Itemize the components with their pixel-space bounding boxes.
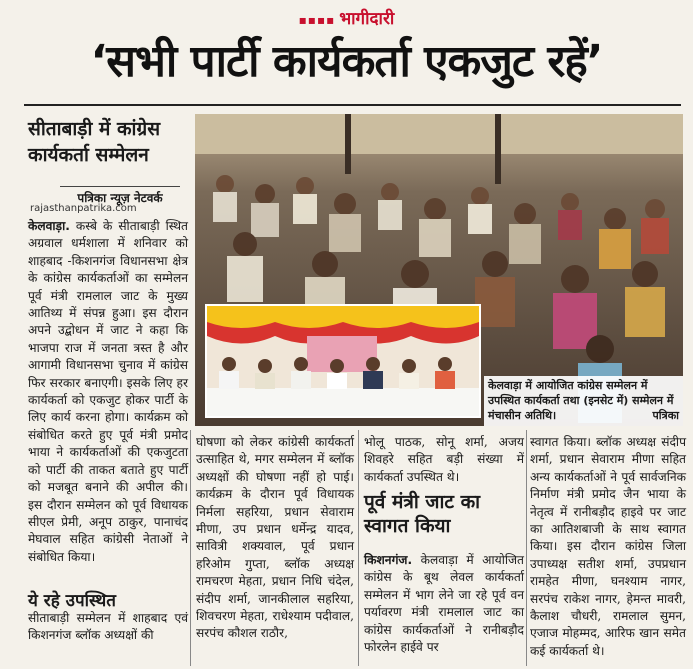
column-divider [526,430,527,666]
column-4: स्वागत किया। ब्लॉक अध्यक्ष संदीप शर्मा, प्रधान सेवाराम मीणा सहित अन्य कार्यकर्ताओं ने पूर्व सार्वजनिक निर्माण मंत्री प्रमोद जैन भाया के नेतृत्व में रानीबड़ौद हाइवे पर जाट का आतिशबाजी के साथ स्वागत किया। इस दौरान कांग्रेस जिला उपाध्यक्ष सतीश शर्मा, उपप्रधान रामहेत मीणा, घनश्याम नागर, सरपंच राकेश नागर, हेमन्त मावरी, कैलाश चौधरी, रामलाल सुमन, एजाज मोहम्मद, आरिफ खान समेत कई कार्यकर्ता थे। [530,435,686,658]
byline: पत्रिका न्यूज़ नेटवर्क [60,186,180,206]
headline: ‘सभी पार्टी कार्यकर्ता एकजुट रहें’ [90,36,603,87]
column-1b: सीताबाड़ी सम्मेलन में शाहबाद एवं किशनगंज ब्लॉक अध्यक्षों की [28,611,188,643]
column-3a: भोलू पाठक, सोनू शर्मा, अजय शिवहरे सहित बड़ी संख्या में कार्यकर्ता उपस्थित थे। [364,435,524,484]
inset-stage-photo [205,304,481,418]
site-url: rajasthanpatrika.com [30,203,137,214]
column-1 [28,218,188,583]
column-3b [364,552,524,666]
dateline: किशनगंज. [364,553,413,567]
subhead: सीताबाड़ी में कांग्रेस कार्यकर्ता सम्मेलन [28,118,161,166]
column-2: घोषणा को लेकर कांग्रेसी कार्यकर्ता उत्साहित थे, मगर सम्मेलन में ब्लॉक अध्यक्षों की घोषणा नहीं हो पाई। कार्यक्रम के दौरान पूर्व विधायक निर्मला सहरिया, प्रधान सेवाराम मीणा, उप प्रधान धर्मेन्द्र यादव, सावित्री शक्यवाल, पूर्व प्रधान हरिओम गुप्ता, ब्लॉक अध्यक्ष रामचरण मेहता, प्रधान निधि चंदेल, संदीप शर्मा, जानकीलाल सहरिया, शिवचरण मेहता, राधेश्याम पदीवाल, सरपंच कौशल राठौर, [196,435,354,641]
column-divider [190,430,191,666]
caption-text: केलवाड़ा में आयोजित कांग्रेस सम्मेलन में उपस्थित कार्यकर्ता तथा (इनसेट में) सम्मेलन में मंचासीन अतिथि। [488,379,674,422]
dateline: केलवाड़ा. [28,219,70,233]
photo-caption [484,376,683,426]
column-divider [358,430,359,666]
photo-credit: पत्रिका [652,409,679,422]
subheading-present: ये रहे उपस्थित [28,591,116,611]
body-text: केलवाड़ा में आयोजित कांग्रेस के बूथ लेवल कार्यकर्ता सम्मेलन में भाग लेने जा रहे पूर्व वन पर्यावरण मंत्री रामलाल जाट का कांग्रेस कार्यकर्ताओं ने रानीबड़ौद फोरलेन हाईवे पर [364,553,524,655]
divider [24,104,681,106]
dots-icon: ▪▪▪▪ [298,13,336,27]
subheading-welcome: पूर्व मंत्री जाट का स्वागत किया [364,491,481,537]
body-text: कस्बे के सीताबाड़ी स्थित अग्रवाल धर्मशाला में शनिवार को शाहबाद -किशनगंज विधानसभा क्षेत्र के कांग्रेस कार्यकर्ताओं का सम्मेलन पूर्व मंत्री रामलाल जाट के मुख्य आतिथ्य में संपन्न हुआ। इस दौरान अपने उद्बोधन में जाट ने कहा कि भाजपा राज में जनता त्रस्त है और आगामी विधानसभा चुनाव में कांग्रेस फिर सरकार बनाएगी। इसके लिए हर कार्यकर्ता को एकजुट होकर पार्टी के लिए कार्य करना होगा। कार्यक्रम को संबोधित करते हुए पूर्व मंत्री प्रमोद भाया ने कार्यकर्ताओं की एकजुटता को पार्टी की ताकत बताते हुए पार्टी को मजबूत बनाने की अपील की। इस दौरान सम्मेलन को पूर्व विधायक सीएल प्रेमी, अनूप ठाकुर, पानाचंद मेघवाल सहित कांग्रेसी नेताओं ने संबोधित किया। [28,219,188,564]
section-kicker: ▪▪▪▪ भागीदारी [298,9,395,29]
